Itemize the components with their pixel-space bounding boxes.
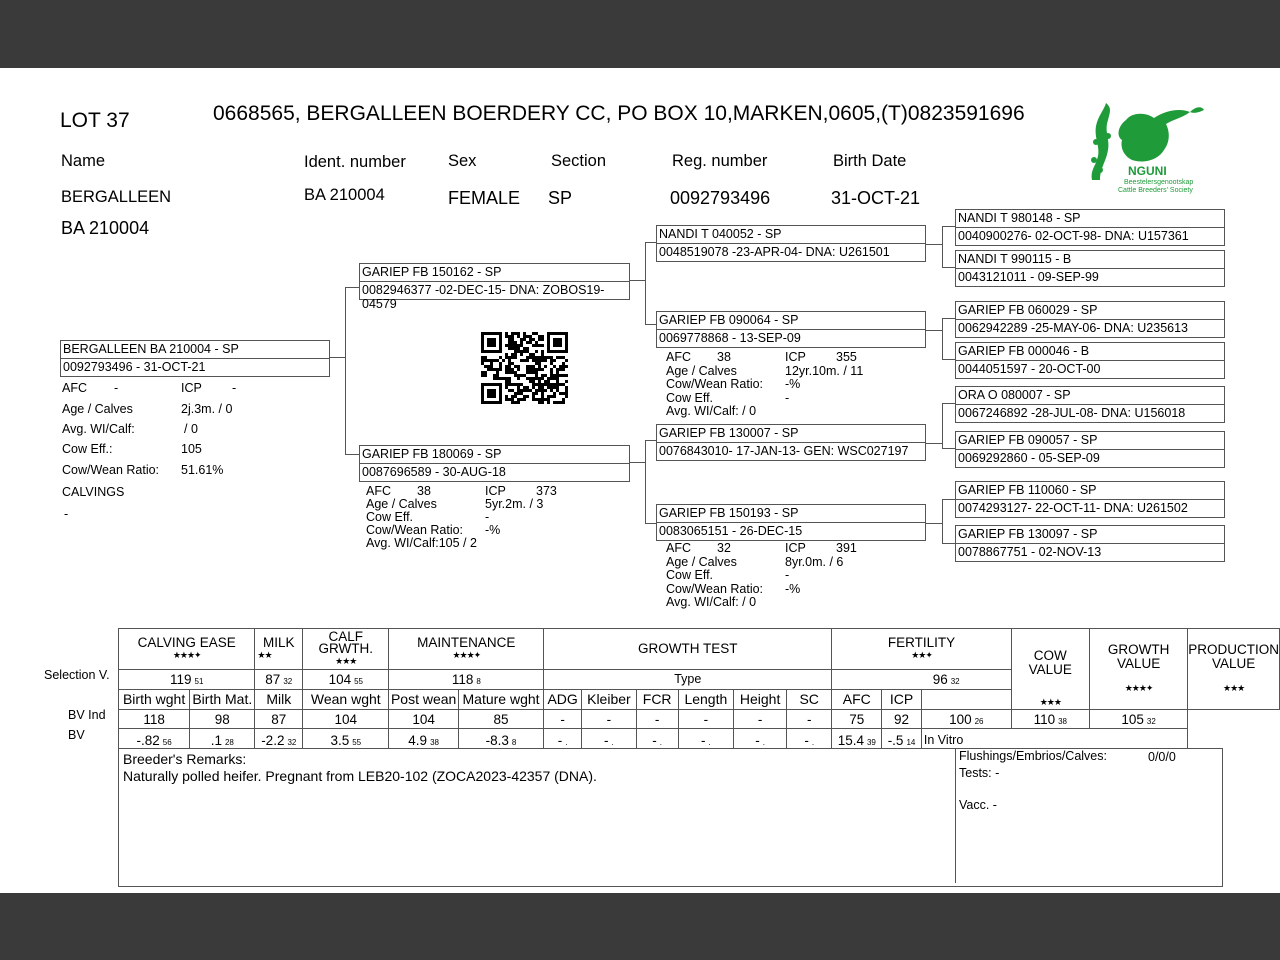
qr-code[interactable] xyxy=(481,332,570,411)
fertility-stars: ★★✦ xyxy=(911,649,932,660)
bv-value: -2.2 xyxy=(261,732,285,748)
ggp-6-line1: GARIEP FB 090057 - SP xyxy=(958,433,1098,447)
dam-line2: 0087696589 - 30-AUG-18 xyxy=(362,465,506,479)
growth-value-label1: GROWTH xyxy=(1107,642,1170,657)
fertility-label: FERTILITY xyxy=(887,634,956,650)
ggp-4-line2: 0044051597 - 20-OCT-00 xyxy=(958,362,1101,376)
bv-index-cell: 87 xyxy=(255,710,303,729)
sel-fert-acc: 32 xyxy=(950,676,960,686)
ggp-8-line2: 0078867751 - 02-NOV-13 xyxy=(958,545,1102,559)
dam-line1: GARIEP FB 180069 - SP xyxy=(362,447,502,461)
ggp-1-line1: NANDI T 980148 - SP xyxy=(958,211,1081,225)
bv-index-cell: - xyxy=(734,710,787,729)
summary-accuracy: 26 xyxy=(974,716,984,726)
ggp-3[interactable] xyxy=(955,301,1225,338)
maintenance-stars: ★★★✦ xyxy=(452,649,481,660)
dam-age-label: Age / Calves xyxy=(366,497,437,511)
grp-calving-ease xyxy=(119,629,255,670)
type-cell xyxy=(544,669,832,689)
bv-accuracy: . xyxy=(708,737,711,747)
gp-dd-icp-label: ICP xyxy=(785,541,806,555)
bv-accuracy: 56 xyxy=(162,737,172,747)
bv-header-cell: Height xyxy=(734,689,787,709)
dam-ratio: -% xyxy=(485,523,501,537)
dam-icp: 373 xyxy=(536,484,557,498)
ggp-6[interactable] xyxy=(955,431,1225,468)
gp-ss-line2: 0048519078 -23-APR-04- DNA: U261501 xyxy=(659,245,890,259)
sel-calf-acc: 55 xyxy=(354,676,363,686)
summary-value: 110 xyxy=(1033,711,1056,727)
dam-box[interactable] xyxy=(359,445,630,482)
ggp-5-line2: 0067246892 -28-JUL-08- DNA: U156018 xyxy=(958,406,1186,420)
sel-fert-blank xyxy=(832,669,882,689)
in-vitro-cell: In Vitro xyxy=(921,729,1187,752)
growth-value-stars: ★★★✦ xyxy=(1124,683,1153,693)
ggp-2-line1: NANDI T 990115 - B xyxy=(958,252,1072,266)
ggp-4[interactable] xyxy=(955,342,1225,379)
gp-sire-sire[interactable] xyxy=(656,225,926,262)
gp-dam-dam[interactable] xyxy=(656,504,926,541)
pedigree-page xyxy=(0,68,1280,893)
animal-icp-label: ICP xyxy=(181,381,202,395)
bv-index-cell: 104 xyxy=(303,710,389,729)
summary-value-cell xyxy=(921,710,1011,729)
bv-index-cell: 104 xyxy=(389,710,458,729)
animal-section: SP xyxy=(548,188,573,208)
growth-value-label2: VALUE xyxy=(1116,656,1161,671)
ggp-7-line2: 0074293127- 22-OCT-11- DNA: U261502 xyxy=(958,501,1188,515)
dam-icp-label: ICP xyxy=(485,484,506,498)
col-ident: Ident. number xyxy=(304,153,406,171)
summary-accuracy: 38 xyxy=(1058,716,1068,726)
gp-dd-afc-label: AFC xyxy=(666,541,691,555)
bv-accuracy: 14 xyxy=(906,737,916,747)
growth-test-label: GROWTH TEST xyxy=(638,641,738,657)
flush-label: Flushings/Embrios/Calves: xyxy=(959,749,1107,763)
sel-milk-value: 87 xyxy=(265,671,281,687)
grp-calf-growth xyxy=(303,629,389,670)
animal-afc: - xyxy=(114,381,119,395)
bv-accuracy: . xyxy=(565,737,568,747)
animal-birth: 31-OCT-21 xyxy=(831,188,921,208)
bv-index-cell: 75 xyxy=(832,710,882,729)
breeding-values-table xyxy=(118,628,1280,752)
bv-index-row xyxy=(119,710,1280,729)
gp-dd-stats xyxy=(666,542,916,610)
animal-age: 2j.3m. / 0 xyxy=(181,402,233,416)
cow-stars: ★★★ xyxy=(1039,697,1061,707)
bv-accuracy: 55 xyxy=(352,737,362,747)
ggp-1[interactable] xyxy=(955,209,1225,246)
gp-dd-afc: 32 xyxy=(717,541,731,555)
dam-stats xyxy=(366,485,596,550)
gp-dd-ratio: -% xyxy=(785,581,801,596)
grp-fertility xyxy=(832,629,1011,670)
sel-calving-value: 119 xyxy=(169,671,192,687)
sire-line2: 0082946377 -02-DEC-15- DNA: ZOBOS19-04579 xyxy=(362,283,605,311)
col-name: Name xyxy=(61,152,106,170)
flush-value: 0/0/0 xyxy=(1148,750,1176,764)
bv-index-cell: 92 xyxy=(882,710,922,729)
gp-sd-icp-label: ICP xyxy=(785,350,806,364)
logo-brand: NGUNI xyxy=(1128,164,1167,178)
production-value-label2: VALUE xyxy=(1211,656,1256,671)
gp-dd-line1: GARIEP FB 150193 - SP xyxy=(659,506,799,520)
gp-dd-ratio-label: Cow/Wean Ratio: xyxy=(666,581,764,596)
bv-value: .1 xyxy=(210,732,222,748)
gp-sd-eff: - xyxy=(785,390,790,405)
animal-name: BERGALLEEN xyxy=(61,188,172,206)
bv-value: -8.3 xyxy=(485,732,509,748)
bv-accuracy: . xyxy=(659,737,663,747)
sire-line1: GARIEP FB 150162 - SP xyxy=(362,265,502,279)
gp-dd-line2: 0083065151 - 26-DEC-15 xyxy=(659,524,803,538)
calvings-label: CALVINGS xyxy=(62,485,125,499)
remarks-title: Breeder's Remarks: xyxy=(123,751,247,767)
dam-age: 5yr.2m. / 3 xyxy=(485,497,544,511)
owner-details: 0668565, BERGALLEEN BOERDERY CC, PO BOX 10,MARKEN,0605,(T)0823591696 xyxy=(213,102,1025,125)
bv-accuracy: 28 xyxy=(224,737,234,747)
animal-wi: / 0 xyxy=(184,422,198,436)
ggp-2[interactable] xyxy=(955,250,1225,287)
gp-ds-line2: 0076843010- 17-JAN-13- GEN: WSC027197 xyxy=(659,444,909,458)
summary-value: 100 xyxy=(949,711,972,727)
dam-afc: 38 xyxy=(417,484,431,498)
gp-sd-ratio: -% xyxy=(785,377,801,391)
bv-header-cell: Birth wght xyxy=(119,689,190,709)
sel-calving xyxy=(119,669,255,689)
grp-production-value xyxy=(1188,629,1280,710)
ggp-8-line1: GARIEP FB 130097 - SP xyxy=(958,527,1098,541)
lot-number: LOT 37 xyxy=(60,109,130,132)
bv-index-cell: - xyxy=(582,710,637,729)
summary-value-cell xyxy=(1089,710,1187,729)
vaccinations: Vacc. - xyxy=(959,798,997,812)
animal-box-line1: BERGALLEEN BA 210004 - SP xyxy=(63,342,239,356)
calving-ease-label: CALVING EASE xyxy=(137,634,236,650)
bv-header-cell: SC xyxy=(786,689,831,709)
animal-eff: 105 xyxy=(181,442,202,456)
ggp-7[interactable] xyxy=(955,481,1225,518)
bv-value: - xyxy=(557,732,563,748)
gp-dam-sire[interactable] xyxy=(656,424,926,461)
ggp-7-line1: GARIEP FB 110060 - SP xyxy=(958,483,1097,497)
gp-sd-age-label: Age / Calves xyxy=(666,363,737,378)
gp-sd-wi: Avg. WI/Calf: / 0 xyxy=(666,404,757,418)
dam-wi: Avg. WI/Calf:105 / 2 xyxy=(366,536,477,550)
gp-sd-line1: GARIEP FB 090064 - SP xyxy=(659,313,799,327)
bv-value: -.5 xyxy=(887,732,904,748)
calf-stars: ★★★ xyxy=(335,655,357,666)
bv-accuracy: . xyxy=(811,737,815,747)
animal-age-label: Age / Calves xyxy=(62,402,133,416)
type-label: Type xyxy=(674,672,702,687)
ggp-1-line2: 0040900276- 02-OCT-98- DNA: U157361 xyxy=(958,229,1189,243)
bv-accuracy: . xyxy=(762,737,765,747)
animal-afc-label: AFC xyxy=(62,381,87,395)
calf-growth-label: CALF GRWTH. xyxy=(318,628,374,656)
grp-cow-value xyxy=(1011,629,1089,710)
sel-calf xyxy=(303,669,389,689)
row-label-bvind: BV Ind xyxy=(68,708,106,722)
grp-growth-test xyxy=(544,629,832,670)
gp-ds-line1: GARIEP FB 130007 - SP xyxy=(659,426,799,440)
animal-box[interactable] xyxy=(60,340,330,377)
bv-index-cell: - xyxy=(544,710,582,729)
bv-index-cell: 85 xyxy=(458,710,543,729)
sel-milk-acc: 32 xyxy=(283,676,293,686)
bv-header-cell: ICP xyxy=(882,689,922,709)
bv-header-cell: AFC xyxy=(832,689,882,709)
ggp-5[interactable] xyxy=(955,386,1225,423)
bv-index-cell: - xyxy=(636,710,678,729)
bv-value: 15.4 xyxy=(837,732,864,748)
bv-value: 4.9 xyxy=(408,732,428,748)
animal-name-2: BA 210004 xyxy=(61,218,150,238)
sire-box[interactable] xyxy=(359,263,630,311)
gp-sd-afc: 38 xyxy=(717,350,731,364)
summary-value: 105 xyxy=(1121,711,1144,727)
bv-header-cell: Mature wght xyxy=(458,689,543,709)
logo-sub2: Cattle Breeders' Society xyxy=(1118,187,1193,194)
dam-eff-label: Cow Eff. xyxy=(366,510,414,524)
row-label-bv: BV xyxy=(68,728,85,742)
animal-reg: 0092793496 xyxy=(670,188,771,208)
animal-icp: - xyxy=(232,381,237,395)
bv-header-cell: Post wean xyxy=(389,689,458,709)
remarks-text: Naturally polled heifer. Pregnant from LEB20-102 (ZOCA2023-42357 (DNA). xyxy=(123,768,597,784)
logo-sub1: Beestelersgenootskap xyxy=(1124,179,1194,186)
bv-value: - xyxy=(701,732,706,748)
col-section: Section xyxy=(551,152,607,170)
gp-sd-line2: 0069778868 - 13-SEP-09 xyxy=(659,331,801,345)
ggp-6-line2: 0069292860 - 05-SEP-09 xyxy=(958,451,1100,465)
tests: Tests: - xyxy=(959,766,1000,780)
production-value-label1: PRODUCTION xyxy=(1188,642,1279,657)
ggp-3-line1: GARIEP FB 060029 - SP xyxy=(958,303,1098,317)
col-birth: Birth Date xyxy=(833,152,907,170)
gp-sd-afc-label: AFC xyxy=(666,350,691,364)
bv-index-cell: 98 xyxy=(190,710,255,729)
maintenance-label: MAINTENANCE xyxy=(417,634,516,650)
milk-label: MILK xyxy=(263,634,295,650)
bv-header-cell: Wean wght xyxy=(303,689,389,709)
gp-dd-icp: 391 xyxy=(836,541,857,555)
cow-value-label: COW VALUE xyxy=(1028,648,1072,677)
dam-ratio-label: Cow/Wean Ratio: xyxy=(366,523,464,537)
bv-value: 3.5 xyxy=(330,732,350,748)
gp-sd-stats xyxy=(666,351,916,419)
bv-index-cell: 118 xyxy=(119,710,190,729)
ggp-8[interactable] xyxy=(955,525,1225,562)
gp-sd-icp: 355 xyxy=(836,350,857,364)
ggp-3-line2: 0062942289 -25-MAY-06- DNA: U235613 xyxy=(958,321,1189,335)
gp-dd-eff-label: Cow Eff. xyxy=(666,568,714,582)
bv-accuracy: 39 xyxy=(866,737,876,747)
calvings-value: - xyxy=(64,507,69,521)
sel-maint-acc: 8 xyxy=(476,676,481,686)
bv-header-cell: Kleiber xyxy=(582,689,637,709)
gp-dd-age: 8yr.0m. / 6 xyxy=(785,554,844,569)
bv-value: - xyxy=(604,732,609,748)
gp-sd-ratio-label: Cow/Wean Ratio: xyxy=(666,377,764,391)
remarks-box xyxy=(118,748,1223,887)
grp-growth-value xyxy=(1089,629,1187,710)
animal-box-line2: 0092793496 - 31-OCT-21 xyxy=(63,360,206,374)
sel-calving-acc: 51 xyxy=(194,676,204,686)
gp-dd-wi: Avg. WI/Calf: / 0 xyxy=(666,595,757,609)
col-reg: Reg. number xyxy=(672,152,768,170)
sel-fert xyxy=(882,669,1012,689)
sel-milk xyxy=(255,669,303,689)
calving-stars: ★★★✦ xyxy=(172,649,201,660)
bv-value: - xyxy=(652,732,657,748)
sel-fert-value: 96 xyxy=(932,671,948,687)
production-stars: ★★★ xyxy=(1223,683,1245,693)
summary-accuracy: 32 xyxy=(1146,716,1156,726)
bv-value: - xyxy=(755,732,760,748)
milk-stars: ★★ xyxy=(257,649,272,660)
bv-header-cell: Milk xyxy=(255,689,303,709)
bv-header-cell: FCR xyxy=(636,689,678,709)
animal-ratio: 51.61% xyxy=(181,463,224,477)
gp-dd-eff: - xyxy=(785,568,790,582)
bv-header-cell: ADG xyxy=(544,689,582,709)
ggp-2-line2: 0043121011 - 09-SEP-99 xyxy=(958,270,1099,284)
bv-header-cell: Length xyxy=(678,689,734,709)
animal-eff-label: Cow Eff.: xyxy=(62,442,113,456)
bv-index-cell: - xyxy=(786,710,831,729)
ggp-4-line1: GARIEP FB 000046 - B xyxy=(958,344,1090,358)
sel-maint xyxy=(389,669,544,689)
sel-maint-value: 118 xyxy=(451,671,474,687)
bv-index-cell: - xyxy=(678,710,734,729)
animal-sex: FEMALE xyxy=(448,188,521,208)
dam-eff: - xyxy=(485,510,490,524)
bv-accuracy: 32 xyxy=(287,737,297,747)
animal-wi-label: Avg. WI/Calf: xyxy=(62,422,135,436)
animal-ident: BA 210004 xyxy=(304,186,385,204)
bv-accuracy: . xyxy=(611,737,614,747)
gp-sd-eff-label: Cow Eff. xyxy=(666,390,714,405)
dam-afc-label: AFC xyxy=(366,484,391,498)
bv-header-cell: Birth Mat. xyxy=(190,689,255,709)
qr-code-icon xyxy=(481,332,570,406)
animal-ratio-label: Cow/Wean Ratio: xyxy=(62,463,160,477)
bv-accuracy: 8 xyxy=(511,737,517,747)
sel-calf-value: 104 xyxy=(328,671,352,687)
gp-sire-dam[interactable] xyxy=(656,311,926,348)
gp-sd-age: 12yr.10m. / 11 xyxy=(785,363,864,378)
col-sex: Sex xyxy=(448,152,477,170)
summary-value-cell xyxy=(1011,710,1089,729)
gp-dd-age-label: Age / Calves xyxy=(666,554,737,569)
grp-maintenance xyxy=(389,629,544,670)
row-label-selection: Selection V. xyxy=(44,668,110,682)
gp-ss-line1: NANDI T 040052 - SP xyxy=(659,227,782,241)
ggp-5-line1: ORA O 080007 - SP xyxy=(958,388,1071,402)
bv-accuracy: 38 xyxy=(430,737,439,747)
bv-value: -.82 xyxy=(136,732,160,748)
bv-value: - xyxy=(804,732,809,748)
grp-milk xyxy=(255,629,303,670)
